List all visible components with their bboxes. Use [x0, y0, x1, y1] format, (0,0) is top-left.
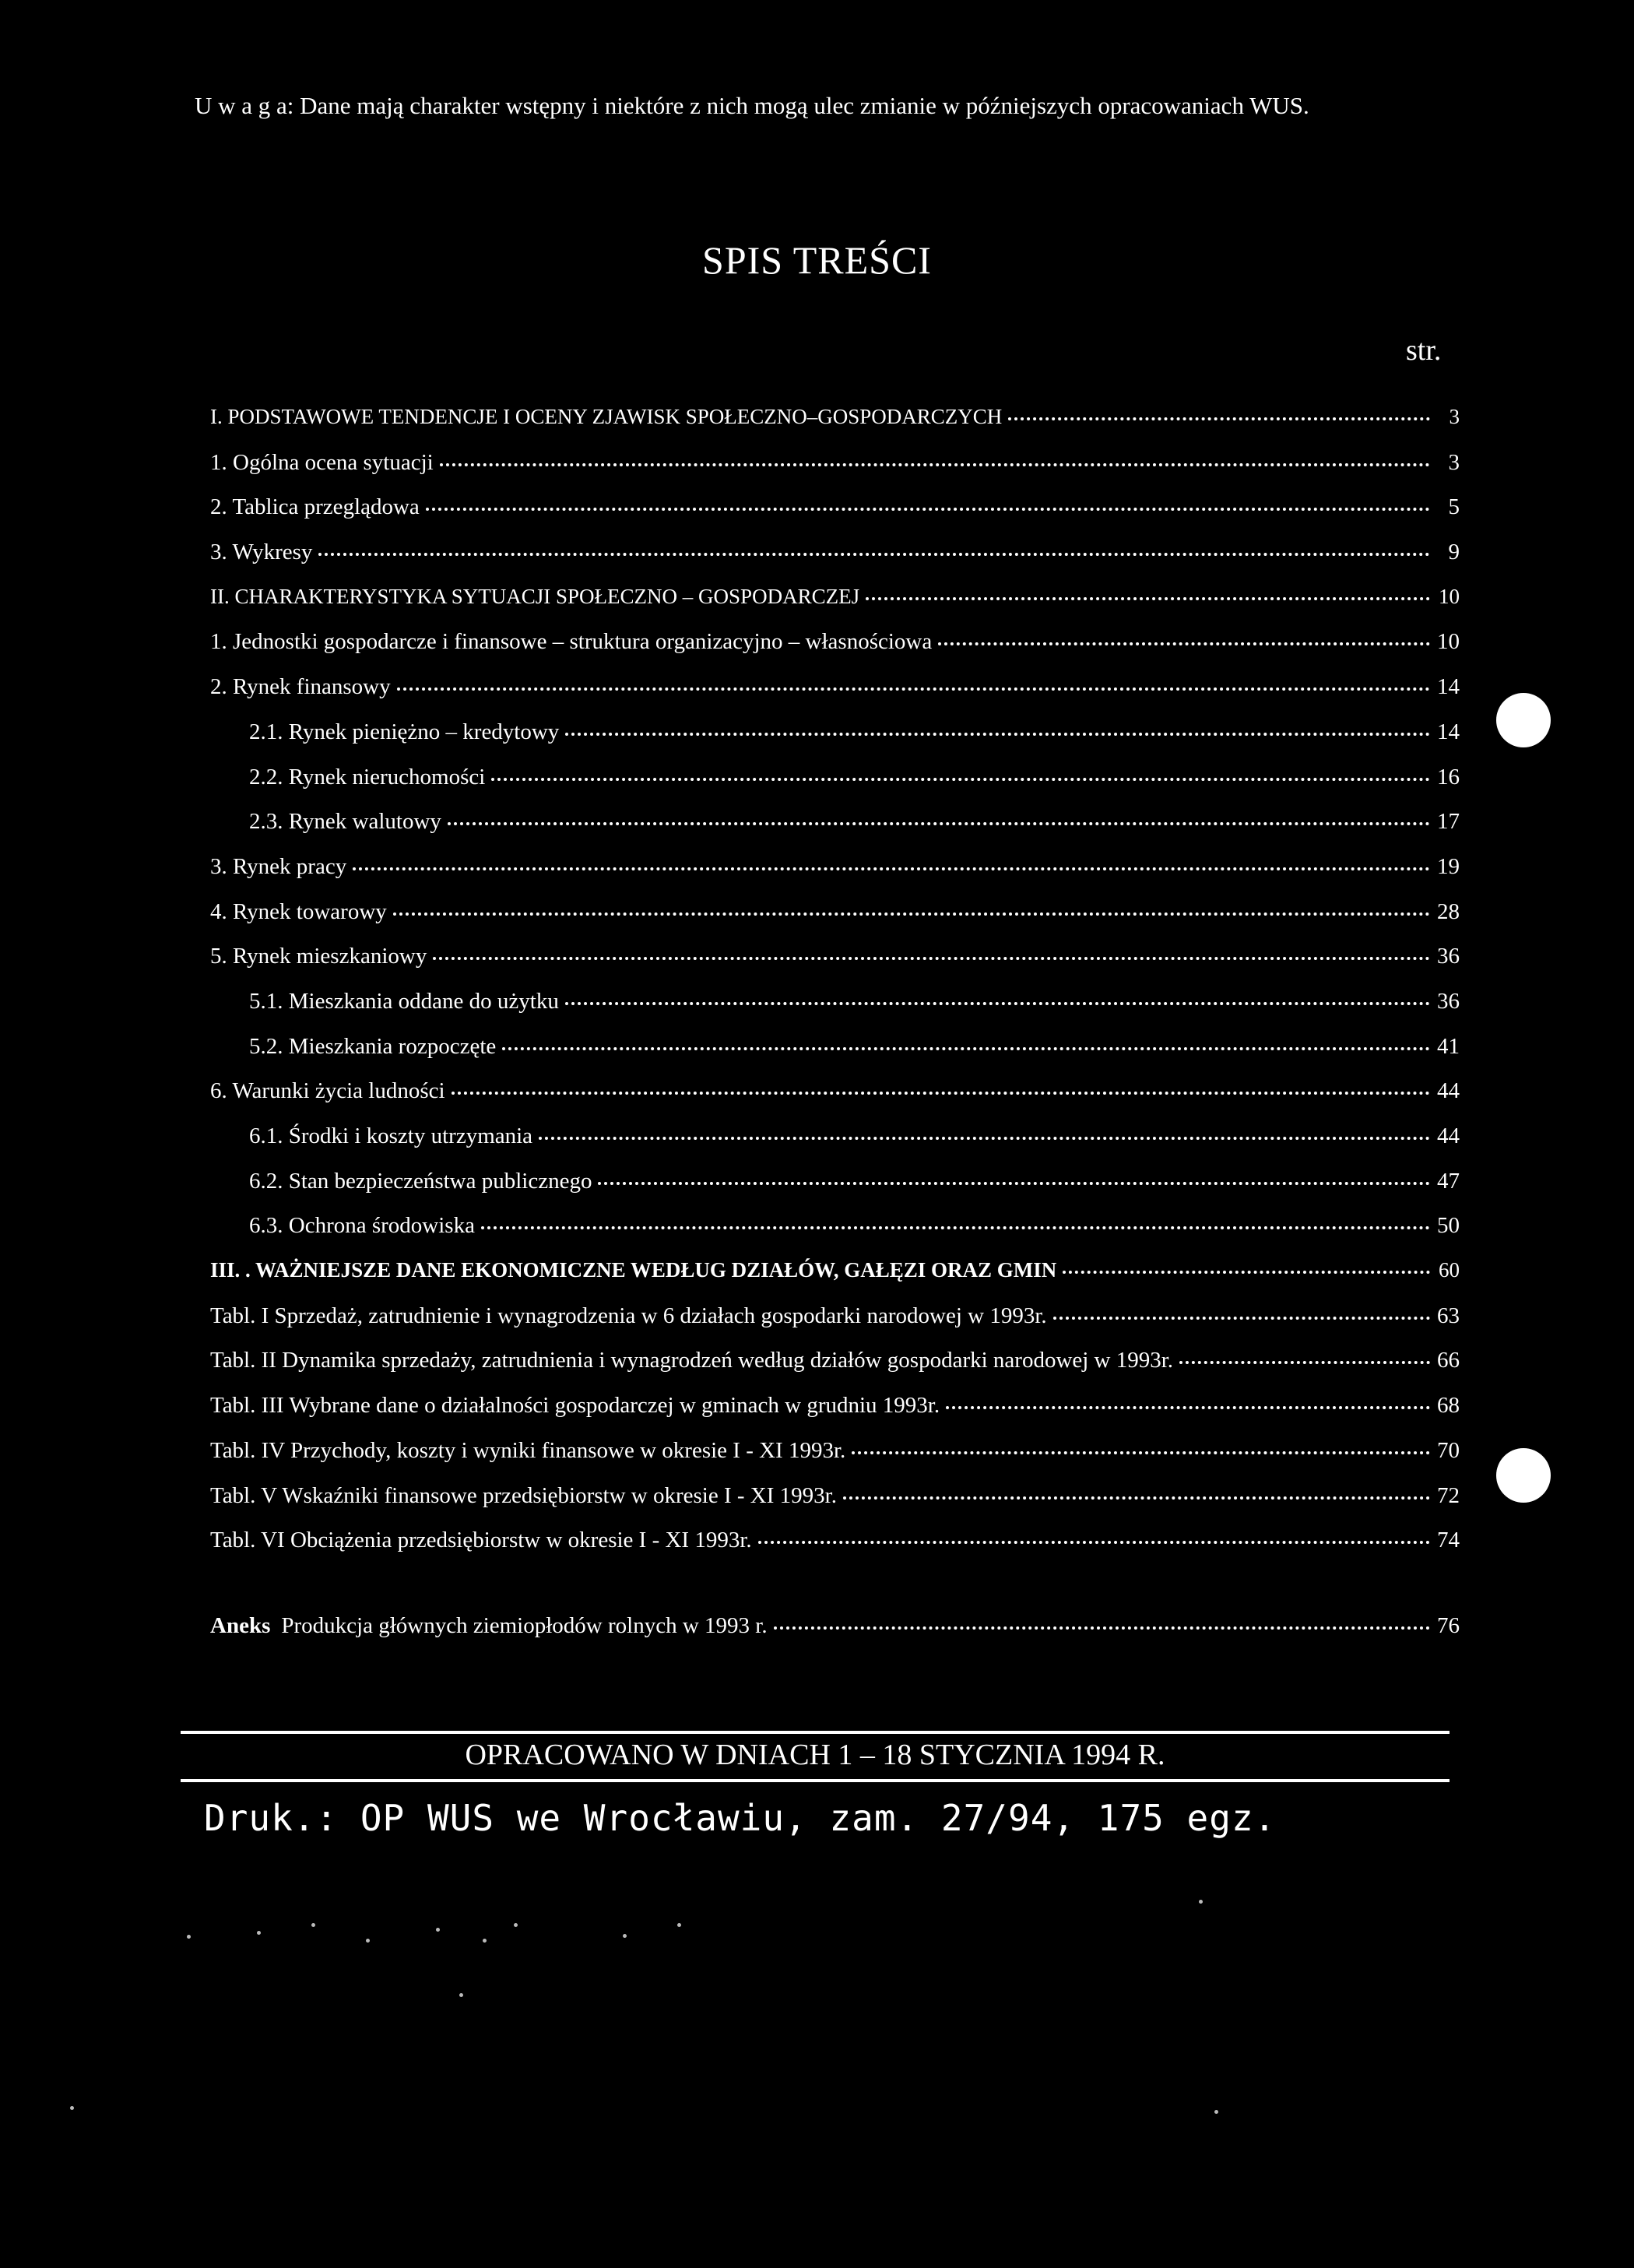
toc-page: 41: [1437, 1033, 1460, 1059]
toc-label: Tabl. I Sprzedaż, zatrudnienie i wynagrodzenia w 6 działach gospodarki narodowej w 1993r.: [210, 1303, 1047, 1328]
leader-dots: [539, 1137, 1430, 1140]
prepared-dates: OPRACOWANO W DNIACH 1 – 18 STYCZNIA 1994 R.: [465, 1739, 1165, 1771]
toc-page: 44: [1437, 1123, 1460, 1148]
toc-entry: [210, 1303, 1460, 1348]
toc-entry: [210, 1213, 1460, 1258]
scan-speck: [1214, 2110, 1218, 2114]
divider-top: [181, 1731, 1450, 1734]
toc-label: Tabl. VI Obciążenia przedsiębiorstw w okresie I - XI 1993r.: [210, 1528, 752, 1553]
scan-speck: [623, 1934, 627, 1938]
toc-label: I. PODSTAWOWE TENDENCJE I OCENY ZJAWISK SPOŁECZNO–GOSPODARCZYCH: [210, 405, 1003, 428]
toc-entry: [210, 944, 1460, 989]
scan-speck: [311, 1923, 315, 1927]
toc-page: 9: [1448, 540, 1460, 565]
toc-entry: [210, 674, 1460, 719]
toc-page: 10: [1437, 629, 1460, 655]
toc-entry: [210, 1528, 1460, 1573]
toc-page: 36: [1437, 944, 1460, 969]
toc-label: Tabl. III Wybrane dane o działalności gospodarczej w gminach w grudniu 1993r.: [210, 1393, 940, 1419]
leader-dots: [852, 1451, 1430, 1454]
toc-entry: [210, 1123, 1460, 1169]
leader-dots: [393, 912, 1430, 916]
toc-entry: [210, 1438, 1460, 1483]
leader-dots: [938, 642, 1430, 645]
toc-page: 36: [1437, 988, 1460, 1014]
leader-dots: [318, 553, 1430, 556]
toc-page: 70: [1437, 1437, 1460, 1463]
divider-bottom: [181, 1779, 1450, 1782]
toc-entry: [210, 1169, 1460, 1214]
toc-page: 10: [1439, 584, 1460, 608]
print-info: Druk.: OP WUS we Wrocławiu, zam. 27/94, 175 egz.: [204, 1797, 1277, 1839]
toc-page: 19: [1437, 853, 1460, 879]
toc-entry: [210, 494, 1460, 540]
toc-entry: [210, 1258, 1460, 1303]
toc-label: 5. Rynek mieszkaniowy: [210, 944, 427, 969]
preliminary-note: U w a g a: Dane mają charakter wstępny i niektóre z nich mogą ulec zmianie w późniejszych opracowaniach WUS.: [195, 92, 1309, 119]
leader-dots: [397, 687, 1430, 691]
leader-dots: [565, 1002, 1430, 1005]
leader-dots: [481, 1226, 1430, 1229]
toc-label: Tabl. V Wskaźniki finansowe przedsiębiorstw w okresie I - XI 1993r.: [210, 1482, 837, 1508]
toc-entry: [210, 1393, 1460, 1438]
leader-dots: [448, 822, 1430, 825]
toc-entry: [210, 1078, 1460, 1123]
page-column-header: str.: [1406, 334, 1442, 367]
annex-tag: Aneks: [210, 1613, 271, 1638]
leader-dots: [452, 1092, 1430, 1095]
toc-page: 3: [1449, 405, 1460, 428]
page-title: SPIS TREŚCI: [702, 238, 932, 282]
toc-page: 16: [1437, 764, 1460, 789]
leader-dots: [866, 597, 1430, 600]
toc-entry: [210, 629, 1460, 674]
toc-label: 2.1. Rynek pieniężno – kredytowy: [249, 719, 560, 744]
toc-label: 2.2. Rynek nieruchomości: [249, 764, 486, 789]
scan-speck: [187, 1935, 191, 1939]
toc-page: 17: [1437, 809, 1460, 835]
toc-page: 5: [1448, 494, 1460, 520]
toc-entry: [210, 1034, 1460, 1079]
toc-entry: [210, 989, 1460, 1034]
toc-entry: [210, 899, 1460, 944]
toc-entry: [210, 719, 1460, 765]
toc-entry: [210, 809, 1460, 854]
toc-label: 3. Rynek pracy: [210, 853, 347, 879]
punch-hole-top: [1496, 693, 1551, 747]
scan-speck: [677, 1923, 681, 1927]
toc-page: 14: [1437, 674, 1460, 700]
toc-label: 2.3. Rynek walutowy: [249, 809, 441, 835]
toc-label: 6.1. Środki i koszty utrzymania: [249, 1123, 533, 1148]
leader-dots: [1063, 1271, 1430, 1274]
toc-label: Tabl. IV Przychody, koszty i wyniki finansowe w okresie I - XI 1993r.: [210, 1437, 846, 1463]
toc-entry: [210, 540, 1460, 585]
table-of-contents: [210, 405, 1460, 1573]
toc-label: II. CHARAKTERYSTYKA SYTUACJI SPOŁECZNO – GOSPODARCZEJ: [210, 584, 860, 608]
scan-speck: [459, 1993, 463, 1997]
scan-speck: [366, 1939, 370, 1943]
toc-page: 63: [1437, 1303, 1460, 1328]
leader-dots: [843, 1496, 1430, 1500]
toc-entry: [210, 1348, 1460, 1393]
toc-label: 3. Wykresy: [210, 540, 313, 565]
leader-dots: [1008, 417, 1430, 420]
annex-entry: [210, 1613, 1460, 1639]
toc-label: Tabl. II Dynamika sprzedaży, zatrudnienia i wynagrodzeń według działów gospodarki narodowej w 1993r.: [210, 1348, 1174, 1373]
leader-dots: [502, 1047, 1430, 1050]
toc-label: 6.3. Ochrona środowiska: [249, 1213, 475, 1239]
leader-dots: [1179, 1361, 1430, 1364]
toc-entry: [210, 450, 1460, 495]
toc-page: 60: [1439, 1258, 1460, 1282]
toc-entry: [210, 405, 1460, 450]
leader-dots: [1053, 1317, 1430, 1320]
annex-page: 76: [1437, 1613, 1460, 1638]
scan-speck: [70, 2106, 74, 2110]
toc-page: 14: [1437, 719, 1460, 744]
toc-page: 28: [1437, 898, 1460, 924]
scan-speck: [257, 1931, 261, 1935]
toc-entry: [210, 765, 1460, 810]
toc-page: 50: [1437, 1213, 1460, 1239]
toc-page: 66: [1437, 1348, 1460, 1373]
scan-speck: [514, 1923, 518, 1927]
toc-page: 47: [1437, 1168, 1460, 1194]
toc-label: 5.1. Mieszkania oddane do użytku: [249, 988, 559, 1014]
leader-dots: [774, 1626, 1430, 1630]
toc-entry: [210, 585, 1460, 630]
toc-label: 1. Jednostki gospodarcze i finansowe – struktura organizacyjno – własnościowa: [210, 629, 933, 655]
toc-entry: [210, 854, 1460, 899]
leader-dots: [758, 1541, 1430, 1544]
leader-dots: [491, 778, 1430, 781]
scan-speck: [1199, 1900, 1203, 1904]
toc-page: 44: [1437, 1078, 1460, 1104]
leader-dots: [426, 508, 1430, 511]
leader-dots: [440, 463, 1430, 466]
leader-dots: [565, 733, 1430, 736]
scan-speck: [436, 1928, 440, 1932]
toc-label: 5.2. Mieszkania rozpoczęte: [249, 1033, 497, 1059]
toc-entry: [210, 1483, 1460, 1528]
leader-dots: [353, 867, 1430, 870]
toc-page: 72: [1437, 1482, 1460, 1508]
toc-label: III. . WAŻNIEJSZE DANE EKONOMICZNE WEDŁUG DZIAŁÓW, GAŁĘZI ORAZ GMIN: [210, 1258, 1057, 1282]
scan-speck: [483, 1939, 487, 1943]
toc-label: 6. Warunki życia ludności: [210, 1078, 445, 1104]
toc-page: 74: [1437, 1528, 1460, 1553]
toc-label: 4. Rynek towarowy: [210, 898, 387, 924]
toc-label: 1. Ogólna ocena sytuacji: [210, 449, 434, 475]
punch-hole-bottom: [1496, 1448, 1551, 1503]
leader-dots: [598, 1182, 1430, 1185]
annex-label: Produkcja głównych ziemiopłodów rolnych w 1993 r.: [281, 1613, 768, 1638]
toc-label: 2. Rynek finansowy: [210, 674, 391, 700]
toc-page: 68: [1437, 1393, 1460, 1419]
toc-label: 2. Tablica przeglądowa: [210, 494, 420, 520]
toc-page: 3: [1448, 449, 1460, 475]
toc-label: 6.2. Stan bezpieczeństwa publicznego: [249, 1168, 592, 1194]
leader-dots: [433, 957, 1430, 960]
leader-dots: [946, 1406, 1430, 1409]
